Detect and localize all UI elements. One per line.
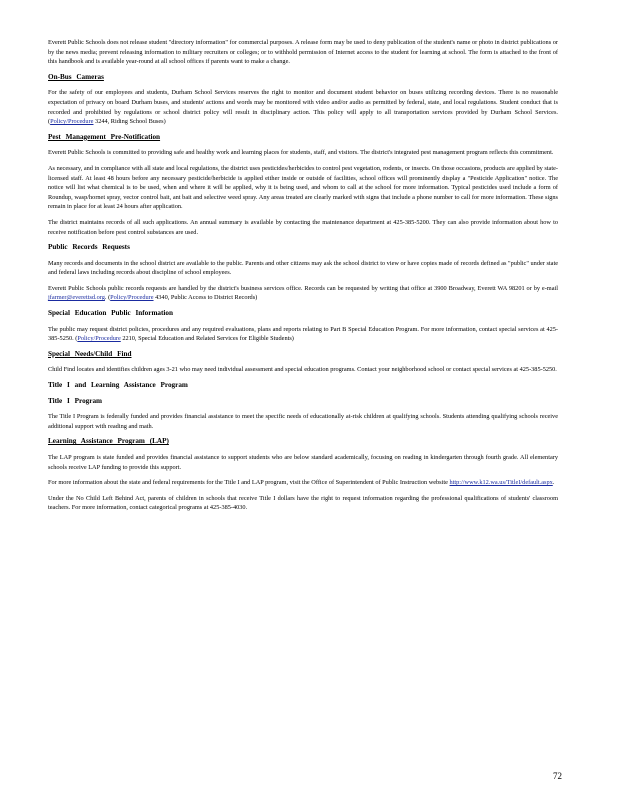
section-heading-public-records: Public Records Requests [48, 243, 130, 252]
bus-cameras-paragraph [48, 88, 558, 126]
bus-cameras-tail: 3244, Riding School Buses) [93, 118, 166, 126]
section-heading-bus-cameras: On-Bus Cameras [48, 72, 104, 81]
lap-text: For more information about the state and federal requirements for the Title I and LAP program, visit the Office of Superintendent of Public Instruction website [48, 479, 450, 487]
records-text: Everett Public Schools public records requests are handled by the district's business services office. Records can be requested by writing that office at 3900 Broadway, Everett WA 98201 or by e-mail [48, 284, 558, 292]
special-ed-text: The public may request district policies, procedures and any required evaluations, plans and reports relating to Part B Special Education Program. For more information, contact special services at 425-385-5250. ( [48, 325, 558, 343]
section-heading-lap: Learning Assistance Program (LAP) [48, 437, 169, 446]
title-1-paragraph: The Title I Program is federally funded and provides financial assistance to meet the specific needs of educationally at-risk children at qualifying schools. Students attending qualifying schools receive additional support with reading and math. [48, 413, 558, 430]
policy-procedure-link[interactable]: Policy/Procedure [110, 294, 154, 302]
records-tail: 4340, Public Access to District Records) [153, 294, 258, 302]
bus-cameras-text: For the safety of our employees and students, Durham School Services reserves the right to monitor and document student behavior on buses utilizing recording devices. There is no reasonable expectation of privacy on board Durham buses, and students' actions and words may be monitored with video and/or audio as permitted by federal, state, and local regulations. Student conduct that is recorded and prohibited by regulations or school district policy will result in disciplinary action. This policy will apply to all transportation services provided by Durham School Services. ( [48, 89, 558, 126]
pest-paragraph-3: The district maintains records of all such applications. An annual summary is available by contacting the maintenance department at 425-385-5200. They can also provide information about how to receive notification before pest control substances are used. [48, 218, 558, 236]
lap-tail: . [552, 479, 555, 487]
lap-paragraph-2 [48, 478, 558, 488]
records-mid: . ( [104, 294, 111, 302]
section-heading-pest-management: Pest Management Pre-Notification [48, 132, 161, 141]
pest-paragraph-1: Everett Public Schools is committed to providing safe and healthy work and learning places for students, staff, and visitors. The district's integrated pest management program reflects this commitment. [48, 149, 554, 157]
records-paragraph-2 [48, 284, 558, 303]
special-ed-tail: 2210, Special Education and Related Services for Eligible Students) [120, 335, 294, 343]
records-paragraph-1: Many records and documents in the school district are available to the public. Parents and other citizens may ask the school district to view or have copies made of records defined as "public" under state and federal laws including records about discipline of school employees. [48, 259, 558, 277]
subheading-title-1-program: Title I Program [48, 396, 103, 405]
lap-paragraph-1: The LAP program is state funded and provides financial assistance to support students who are below standard academically, focusing on reading in kindergarten through fourth grade. All elementary schools receive LAP funding to provide this support. [48, 454, 558, 471]
lap-paragraph-3: Under the No Child Left Behind Act, parents of children in schools that receive Title I dollars have the right to request information regarding the professional qualifications of students' classroom teachers. For more information, contact categorical programs at 425-385-4030. [48, 494, 558, 512]
page-number: 72 [553, 771, 562, 781]
child-find-paragraph: Child Find locates and identifies children ages 3-21 who may need individual assessment and special education programs. Contact your neighborhood school or contact special services at 425-385-5250. [48, 366, 557, 374]
policy-procedure-link[interactable]: Policy/Procedure [50, 118, 94, 126]
page-content [48, 38, 558, 519]
pest-paragraph-2: As necessary, and in compliance with all state and local regulations, the district uses pesticides/herbicides to control pest vegetation, rodents, or insects. On those occasions, products are applied by state-licensed staff. At least 48 hours before any necessary pesticide/herbicide is applied either inside or outside of facilities, school offices will prominently display a "Pesticide Application" notice. The notice will list what chemical is to be used, when and where it will be applied, why it is being used, and whom to call at the school for more information. Typical pesticides used include a form of Roundup, wasp/hornet spray, vector control bait, ant bait and selective weed spray. Any areas treated are clearly marked with signs that include a phone number to call for more information. These signs remain in place for at least 24 hours after application. [48, 164, 558, 211]
special-ed-paragraph [48, 325, 558, 344]
section-heading-special-education: Special Education Public Information [48, 309, 174, 318]
policy-procedure-link[interactable]: Policy/Procedure [77, 335, 121, 343]
ospi-website-link[interactable]: http://www.k12.wa.us/TitleI/default.aspx [449, 479, 553, 487]
intro-paragraph: Everett Public Schools does not release student "directory information" for commercial purposes. A release form may be used to deny publication of the student's name or photo in district publications or by the news media; prevent releasing information to military recruiters or colleges; or to withhold permission of Internet access to the student for learning at school. The form is attached to the front of this handbook and is available year-round at all school offices if parents want to make a change. [48, 39, 558, 66]
records-email-link[interactable]: jfarmer@everettsd.org [48, 294, 105, 302]
section-heading-child-find: Special Needs/Child Find [48, 349, 132, 358]
section-heading-title-1-lap: Title I and Learning Assistance Program [48, 381, 188, 390]
